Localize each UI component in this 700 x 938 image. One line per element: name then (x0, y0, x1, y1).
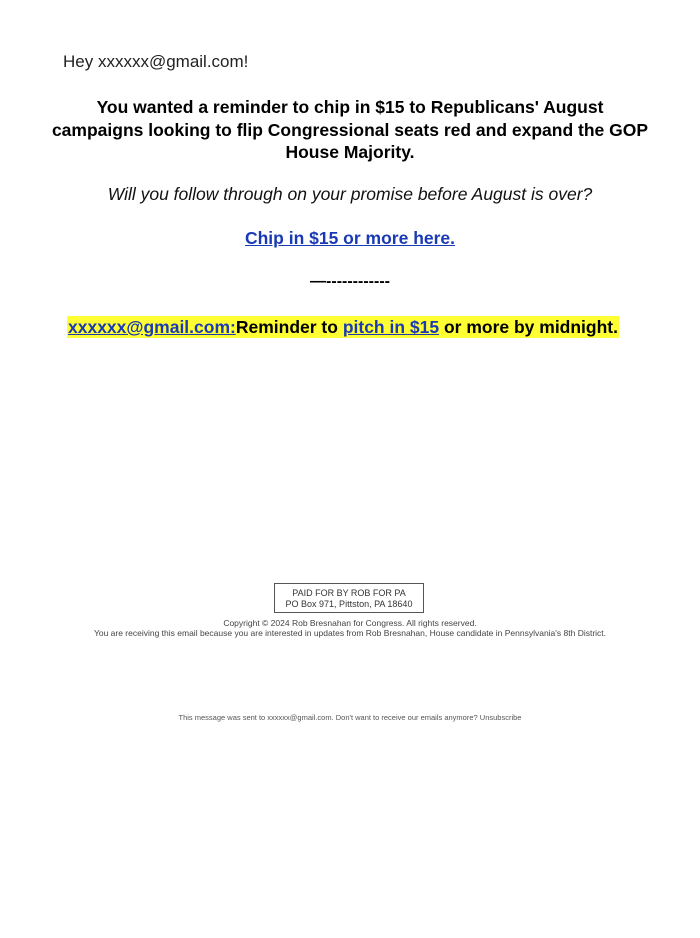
sent-note-text: This message was sent to xxxxxx@gmail.com. Don't want to receive our emails anymore? (178, 713, 478, 722)
reminder-text-after: or more by midnight. (439, 317, 618, 337)
reminder-highlight (67, 316, 619, 338)
divider-text: —------------ (310, 273, 390, 290)
chip-in-link[interactable]: Chip in $15 or more here. (244, 228, 456, 248)
paid-for-line2: PO Box 971, Pittston, PA 18640 (285, 599, 413, 609)
cta-container (50, 228, 650, 249)
reminder-text-before: Reminder to (235, 317, 343, 337)
sent-note (20, 713, 680, 722)
paid-for-line1: PAID FOR BY ROB FOR PA (292, 588, 406, 598)
unsubscribe-link[interactable]: Unsubscribe (479, 713, 522, 722)
paid-for-disclaimer (274, 583, 424, 613)
receiving-reason-text: You are receiving this email because you are interested in updates from Rob Bresnahan, House candidate in Pennsylvania's 8th District. (93, 628, 607, 638)
question-text: Will you follow through on your promise before August is over? (107, 184, 593, 204)
pitch-in-link[interactable]: pitch in $15 (342, 317, 440, 337)
email-address-link[interactable]: xxxxxx@gmail.com: (68, 317, 236, 337)
greeting-text: Hey xxxxxx@gmail.com! (63, 52, 249, 71)
headline-text: You wanted a reminder to chip in $15 to Republicans' August campaigns looking to flip Congressional seats red and expand the GOP House Majority. (51, 97, 649, 162)
copyright-text: Copyright © 2024 Rob Bresnahan for Congress. All rights reserved. (223, 618, 477, 628)
